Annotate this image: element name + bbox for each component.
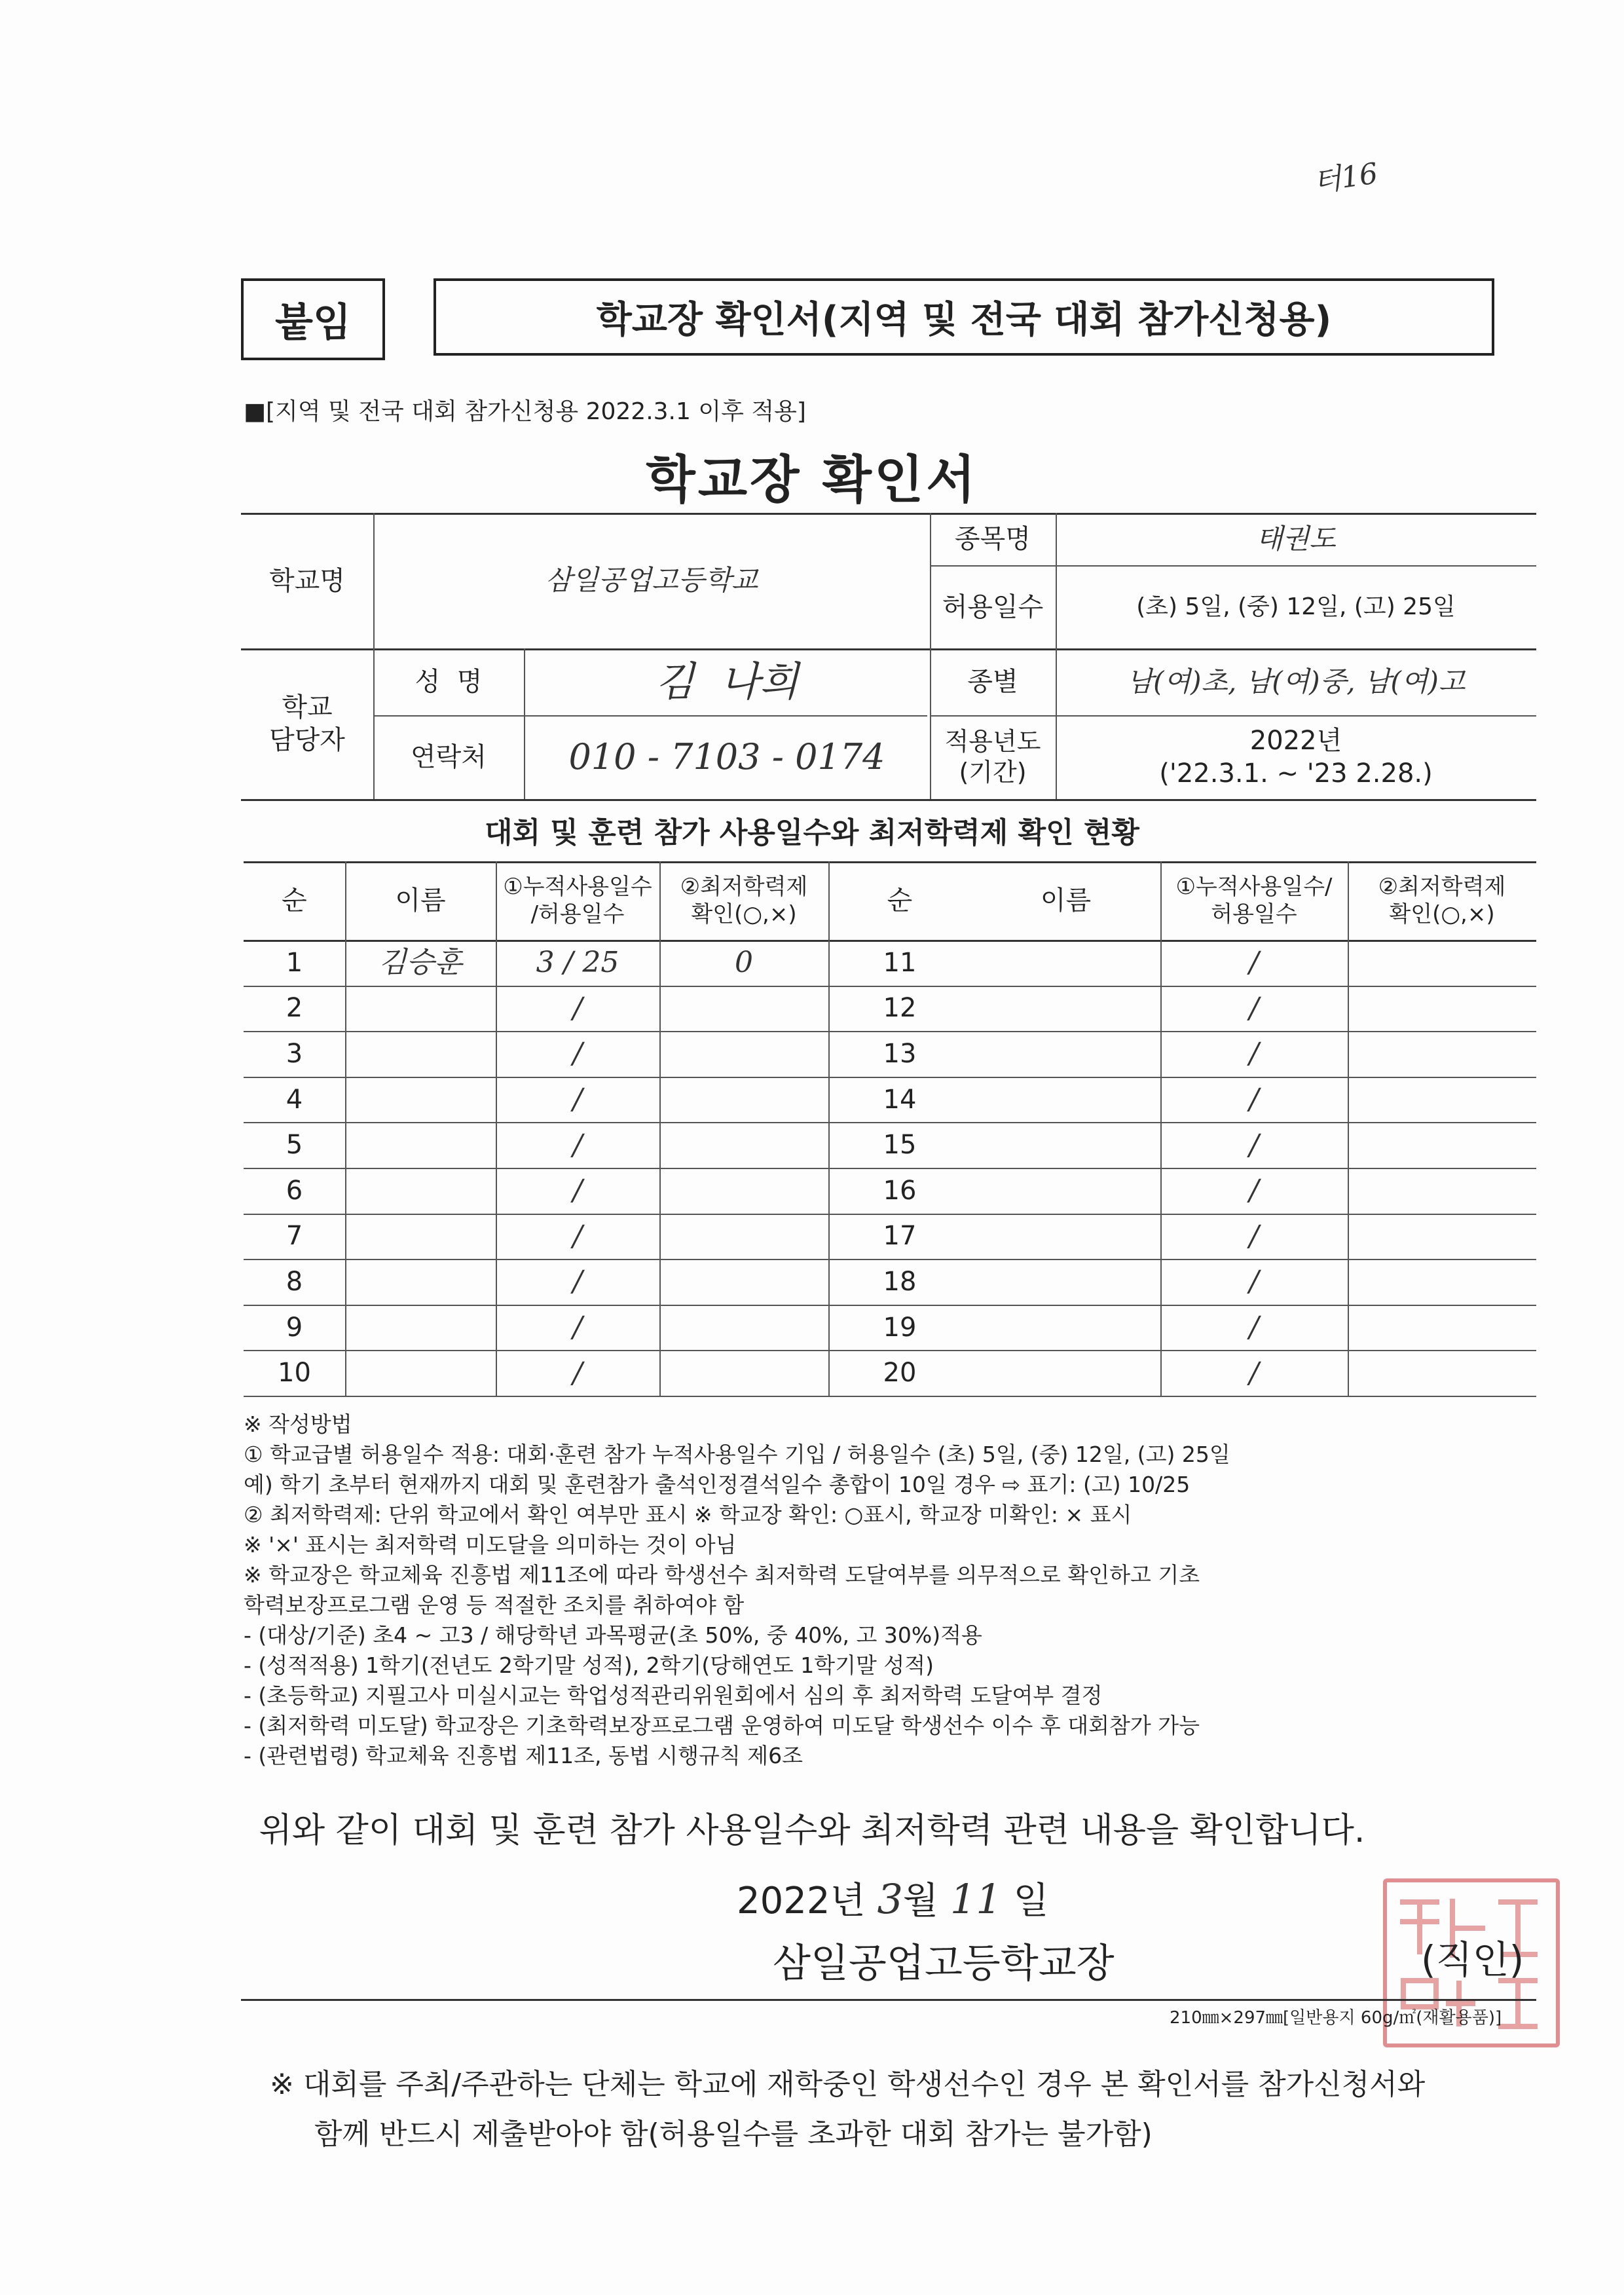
col-days-right-line2: 허용일수 xyxy=(1211,901,1297,927)
seal-label: (직인) xyxy=(1421,1937,1524,1982)
note-line: - (초등학교) 지필고사 미실시교는 학업성적관리위원회에서 심의 후 최저학력 도달여부 결정 xyxy=(244,1683,1103,1708)
row-days: / xyxy=(1249,1356,1259,1390)
row-days: / xyxy=(572,1311,583,1345)
row-days: / xyxy=(572,1219,583,1253)
gender-label: 종별 xyxy=(967,667,1018,697)
row-check xyxy=(1348,1350,1536,1396)
date xyxy=(737,1872,1049,1924)
row-days: / xyxy=(1249,1083,1259,1117)
col-days-right-line1: ①누적사용일수/ xyxy=(1175,873,1333,900)
row-no: 4 xyxy=(286,1084,303,1115)
note-line: - (성적적용) 1학기(전년도 2학기말 성적), 2학기(당해연도 1학기말 성적) xyxy=(244,1652,934,1678)
row-name xyxy=(345,986,496,1032)
row-check xyxy=(1348,1214,1536,1259)
row-check xyxy=(659,1168,828,1214)
footer-note xyxy=(270,2060,1425,2159)
row-no: 16 xyxy=(883,1175,917,1206)
allowed-days-label: 허용일수 xyxy=(942,591,1044,622)
note-line: - (대상/기준) 초4 ~ 고3 / 해당학년 과목평균(초 50%, 중 40%, 고 30%)적용 xyxy=(244,1622,982,1648)
row-no: 10 xyxy=(278,1358,311,1389)
row-name xyxy=(971,986,1160,1032)
date-month-unit: 월 xyxy=(902,1880,938,1922)
note-line: ② 최저학력제: 단위 학교에서 확인 여부만 표시 ※ 학교장 확인: ○표시, 학교장 미확인: × 표시 xyxy=(244,1502,1132,1527)
row-check: 0 xyxy=(735,946,753,980)
row-check xyxy=(659,1350,828,1396)
row-name xyxy=(971,1122,1160,1168)
row-check xyxy=(1348,1031,1536,1077)
row-check xyxy=(659,1259,828,1305)
row-check xyxy=(659,1077,828,1123)
row-check xyxy=(1348,1305,1536,1351)
row-no: 5 xyxy=(286,1130,303,1161)
row-name: 김승훈 xyxy=(378,946,462,980)
year-label xyxy=(930,715,1056,799)
row-check xyxy=(659,1031,828,1077)
status-table xyxy=(244,861,1536,1389)
row-no: 1 xyxy=(286,947,303,978)
row-name xyxy=(345,1122,496,1168)
note-line: - (최저학력 미도달) 학교장은 기초학력보장프로그램 운영하여 미도달 학생선수 이수 후 대회참가 가능 xyxy=(244,1713,1200,1738)
col-no-right: 순 xyxy=(887,886,913,916)
school-label: 학교명 xyxy=(269,565,345,596)
year-value xyxy=(1056,715,1536,799)
paper-spec: 210㎜×297㎜[일반용지 60g/㎡(재활용품)] xyxy=(1170,2008,1502,2028)
row-days: / xyxy=(1249,991,1259,1025)
row-days: / xyxy=(1249,1311,1259,1345)
row-name xyxy=(971,1214,1160,1259)
row-days: / xyxy=(572,1265,583,1299)
staff-label xyxy=(241,648,373,799)
date-year: 2022년 xyxy=(737,1880,866,1922)
gender-value: 남(여)초, 남(여)중, 남(여)고 xyxy=(1126,665,1466,698)
row-name xyxy=(345,1168,496,1214)
row-check xyxy=(1348,1122,1536,1168)
row-name xyxy=(345,1214,496,1259)
row-no: 19 xyxy=(883,1312,917,1343)
col-days-line1: ①누적사용일수 xyxy=(503,873,652,900)
col-name-right: 이름 xyxy=(1040,886,1092,916)
doc-title: 학교장 확인서 xyxy=(646,451,978,510)
notes xyxy=(244,1409,1230,1771)
attachment-tag: 붙임 xyxy=(241,278,385,360)
row-check xyxy=(659,986,828,1032)
allowed-days-value: (초) 5일, (중) 12일, (고) 25일 xyxy=(1136,593,1456,620)
row-days: / xyxy=(572,1356,583,1390)
name-label: 성 명 xyxy=(415,667,483,697)
column-divider xyxy=(659,861,661,1396)
row-check xyxy=(1348,940,1536,986)
row-days: / xyxy=(572,1128,583,1162)
principal-name: 삼일공업고등학교장 xyxy=(773,1941,1115,1987)
col-days xyxy=(496,861,659,940)
date-month: 3 xyxy=(877,1875,903,1923)
year-value-line2: ('22.3.1. ~ '23 2.28.) xyxy=(1159,758,1433,789)
row-days: / xyxy=(1249,1128,1259,1162)
row-name xyxy=(345,1031,496,1077)
row-name xyxy=(971,1305,1160,1351)
subtitle: ■[지역 및 전국 대회 참가신청용 2022.3.1 이후 적용] xyxy=(244,398,806,425)
col-check xyxy=(659,861,828,940)
row-no: 9 xyxy=(286,1312,303,1343)
sport-value: 태권도 xyxy=(1256,522,1336,555)
row-days: / xyxy=(572,991,583,1025)
row-no: 13 xyxy=(883,1038,917,1069)
col-days-right xyxy=(1160,861,1348,940)
row-no: 12 xyxy=(883,993,917,1024)
column-divider xyxy=(345,861,346,1396)
row-no: 20 xyxy=(883,1358,917,1389)
col-check-right-line1: ②최저학력제 xyxy=(1378,873,1506,900)
row-no: 2 xyxy=(286,993,303,1024)
note-line: ※ '×' 표시는 최저학력 미도달을 의미하는 것이 아님 xyxy=(244,1532,737,1558)
note-line: 예) 학기 초부터 현재까지 대회 및 훈련참가 출석인정결석일수 총합이 10일 경우 ⇨ 표기: (고) 10/25 xyxy=(244,1472,1190,1497)
row-days: 3 / 25 xyxy=(536,946,619,980)
row-check xyxy=(1348,1077,1536,1123)
row-days: / xyxy=(572,1037,583,1071)
row-name xyxy=(345,1077,496,1123)
row-no: 14 xyxy=(883,1084,917,1115)
header-title: 학교장 확인서(지역 및 전국 대회 참가신청용) xyxy=(434,278,1494,356)
status-title: 대회 및 훈련 참가 사용일수와 최저학력제 확인 현황 xyxy=(485,816,1139,849)
confirm-text: 위와 같이 대회 및 훈련 참가 사용일수와 최저학력 관련 내용을 확인합니다. xyxy=(259,1811,1365,1850)
year-value-line1: 2022년 xyxy=(1249,726,1342,756)
row-no: 3 xyxy=(286,1038,303,1069)
row-days: / xyxy=(1249,1219,1259,1253)
row-days: / xyxy=(1249,1037,1259,1071)
row-name xyxy=(971,1168,1160,1214)
note-line: 학력보장프로그램 운영 등 적절한 조치를 취하여야 함 xyxy=(244,1592,745,1618)
row-check xyxy=(1348,1168,1536,1214)
contact-label: 연락처 xyxy=(411,742,487,772)
corner-mark: 터16 xyxy=(1311,157,1380,199)
row-no: 7 xyxy=(286,1221,303,1252)
col-name: 이름 xyxy=(395,886,446,916)
note-line: ※ 학교장은 학교체육 진흥법 제11조에 따라 학생선수 최저학력 도달여부를 의무적으로 확인하고 기초 xyxy=(244,1562,1200,1588)
row-name xyxy=(971,1077,1160,1123)
col-check-right xyxy=(1348,861,1536,940)
year-label-line2: (기간) xyxy=(959,758,1027,787)
note-line: - (관련법령) 학교체육 진흥법 제11조, 동법 시행규칙 제6조 xyxy=(244,1743,803,1768)
notes-heading: ※ 작성방법 xyxy=(244,1411,352,1437)
footer-line-1: ※ 대회를 주최/주관하는 단체는 학교에 재학중인 학생선수인 경우 본 확인서를 참가신청서와 xyxy=(270,2068,1426,2101)
row-days: / xyxy=(1249,1265,1259,1299)
contact-value: 010 - 7103 - 0174 xyxy=(568,736,885,778)
col-no: 순 xyxy=(282,886,307,916)
year-label-line1: 적용년도 xyxy=(944,726,1041,756)
row-no: 18 xyxy=(883,1266,917,1297)
row-check xyxy=(659,1122,828,1168)
staff-name-value: 김 나희 xyxy=(655,658,799,706)
row-days: / xyxy=(1249,946,1259,980)
column-divider xyxy=(828,861,830,1396)
row-check xyxy=(659,1305,828,1351)
column-divider xyxy=(496,861,497,1396)
row-name xyxy=(345,1259,496,1305)
date-day: 11 xyxy=(950,1875,1002,1923)
row-name xyxy=(971,1350,1160,1396)
column-divider xyxy=(1160,861,1162,1396)
row-name xyxy=(345,1305,496,1351)
row-check xyxy=(1348,986,1536,1032)
staff-label-line1: 학교 xyxy=(282,692,333,722)
row-name xyxy=(971,1031,1160,1077)
col-check-line1: ②최저학력제 xyxy=(680,873,808,900)
row-no: 8 xyxy=(286,1266,303,1297)
row-check xyxy=(1348,1259,1536,1305)
footer-line-2: 함께 반드시 제출받아야 함(허용일수를 초과한 대회 참가는 불가함) xyxy=(314,2118,1153,2151)
row-divider xyxy=(244,1396,1536,1397)
date-day-unit: 일 xyxy=(1013,1880,1049,1922)
sport-label: 종목명 xyxy=(955,524,1031,554)
row-no: 6 xyxy=(286,1175,303,1206)
col-check-right-line2: 확인(○,×) xyxy=(1389,901,1495,927)
note-line: ① 학교급별 허용일수 적용: 대회·훈련 참가 누적사용일수 기입 / 허용일수 (초) 5일, (중) 12일, (고) 25일 xyxy=(244,1442,1230,1467)
row-no: 11 xyxy=(883,947,917,978)
row-name xyxy=(971,940,1160,986)
row-name xyxy=(345,1350,496,1396)
column-divider xyxy=(1348,861,1349,1396)
row-name xyxy=(971,1259,1160,1305)
row-check xyxy=(659,1214,828,1259)
staff-label-line2: 담당자 xyxy=(269,725,345,755)
row-days: / xyxy=(572,1083,583,1117)
col-check-line2: 확인(○,×) xyxy=(691,901,797,927)
row-no: 17 xyxy=(883,1221,917,1252)
school-value: 삼일공업고등학교 xyxy=(545,564,758,597)
col-days-line2: /허용일수 xyxy=(530,901,625,927)
row-days: / xyxy=(572,1174,583,1208)
divider-line xyxy=(241,1999,1536,2001)
row-days: / xyxy=(1249,1174,1259,1208)
row-no: 15 xyxy=(883,1130,917,1161)
